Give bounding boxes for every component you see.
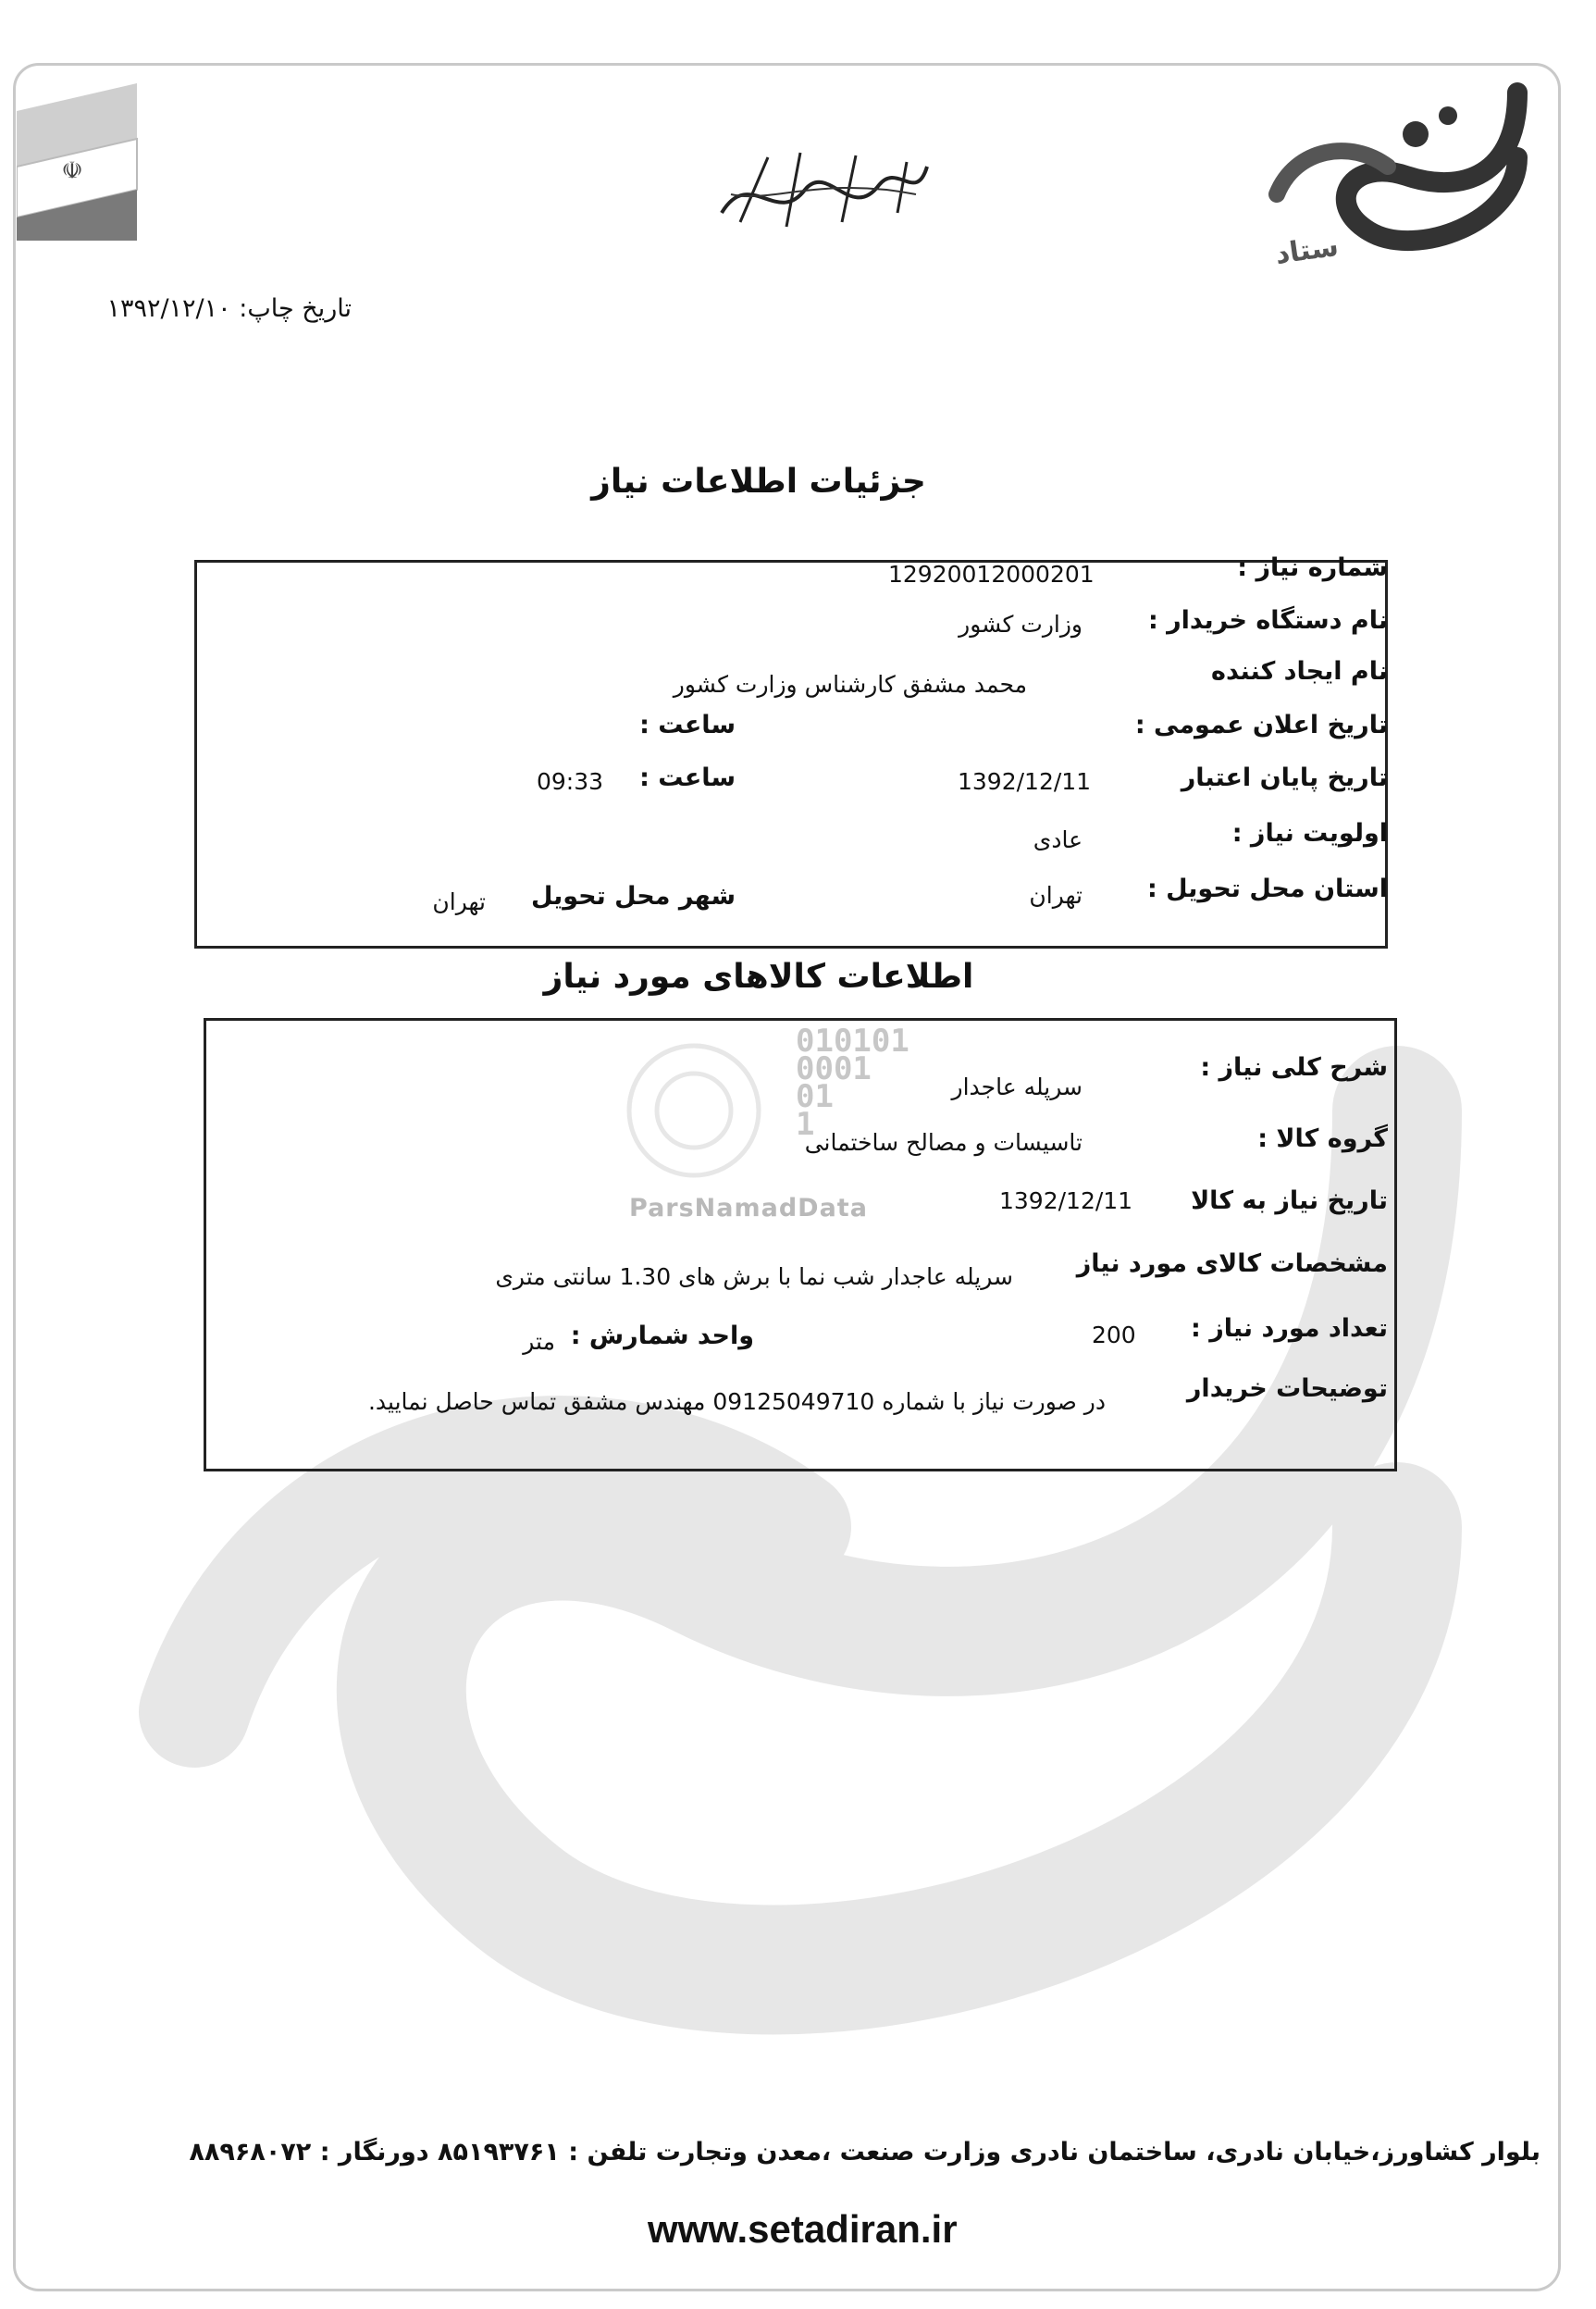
spec-label: مشخصات کالای مورد نیاز (1076, 1249, 1388, 1278)
buyer-value: وزارت کشور (959, 611, 1083, 638)
watermark-text: ParsNamadData (629, 1194, 868, 1223)
desc-value: سرپله عاجدار (951, 1074, 1083, 1100)
logo-text: ستاد (1273, 230, 1341, 271)
need-date-label: تاریخ نیاز به کالا (1191, 1186, 1388, 1215)
province-label: استان محل تحویل : (1146, 875, 1388, 903)
city-label: شهر محل تحویل (530, 882, 736, 911)
unit-label: واحد شمارش : (570, 1322, 754, 1350)
print-date (56, 294, 352, 323)
section-title-goods: اطلاعات کالاهای مورد نیاز (543, 958, 974, 996)
desc-label: شرح کلی نیاز : (1200, 1053, 1388, 1082)
qty-label: تعداد مورد نیاز : (1191, 1314, 1388, 1343)
need-number-value: 12920012000201 (888, 561, 1095, 588)
print-date-label: تاریخ چاپ: (239, 294, 352, 323)
priority-label: اولویت نیاز : (1231, 819, 1388, 848)
city-value: تهران (432, 888, 486, 915)
section-title-need-details: جزئیات اطلاعات نیاز (591, 463, 926, 501)
announce-date-label: تاریخ اعلان عمومی : (1134, 711, 1388, 739)
expiry-time-label: ساعت : (639, 763, 736, 792)
expiry-label: تاریخ پایان اعتبار (1181, 763, 1388, 792)
group-label: گروه کالا : (1257, 1124, 1388, 1153)
province-value: تهران (1029, 882, 1083, 909)
creator-label: نام ایجاد کننده (1211, 657, 1388, 686)
footer-address: بلوار کشاورز،خیابان نادری، ساختمان نادری وزارت صنعت ،معدن وتجارت تلفن : ۸۵۱۹۳۷۶۱ دورنگار : ۸۸۹۶۸۰۷۲ (189, 2138, 1540, 2166)
print-date-value: ۱۳۹۲/۱۲/۱۰ (106, 294, 231, 323)
need-date-value: 1392/12/11 (999, 1187, 1133, 1214)
iran-emblem-icon (17, 83, 146, 241)
need-number-label: شماره نیاز : (1237, 553, 1388, 582)
creator-value: محمد مشفق کارشناس وزارت کشور (673, 671, 1027, 698)
notes-label: توضیحات خریدار (1186, 1374, 1388, 1403)
expiry-date-value: 1392/12/11 (958, 768, 1092, 795)
unit-value: متر (523, 1328, 555, 1355)
footer-url[interactable]: www.setadiran.ir (648, 2207, 958, 2251)
basmala-calligraphy (712, 139, 934, 241)
spec-value: سرپله عاجدار شب نما با برش های 1.30 سانتی متری (495, 1263, 1013, 1290)
announce-time-label: ساعت : (639, 711, 736, 739)
expiry-time-value: 09:33 (537, 768, 604, 795)
qty-value: 200 (1092, 1322, 1136, 1348)
watermark-binary: 010101 0001 01 1 (796, 1023, 909, 1143)
svg-text:☫: ☫ (61, 157, 83, 185)
priority-value: عادی (1033, 826, 1083, 853)
buyer-label: نام دستگاه خریدار : (1147, 606, 1388, 635)
setad-logo (1240, 65, 1536, 370)
notes-value: در صورت نیاز با شماره 09125049710 مهندس مشفق تماس حاصل نمایید. (367, 1388, 1106, 1415)
group-value: تاسیسات و مصالح ساختمانی (804, 1129, 1083, 1156)
